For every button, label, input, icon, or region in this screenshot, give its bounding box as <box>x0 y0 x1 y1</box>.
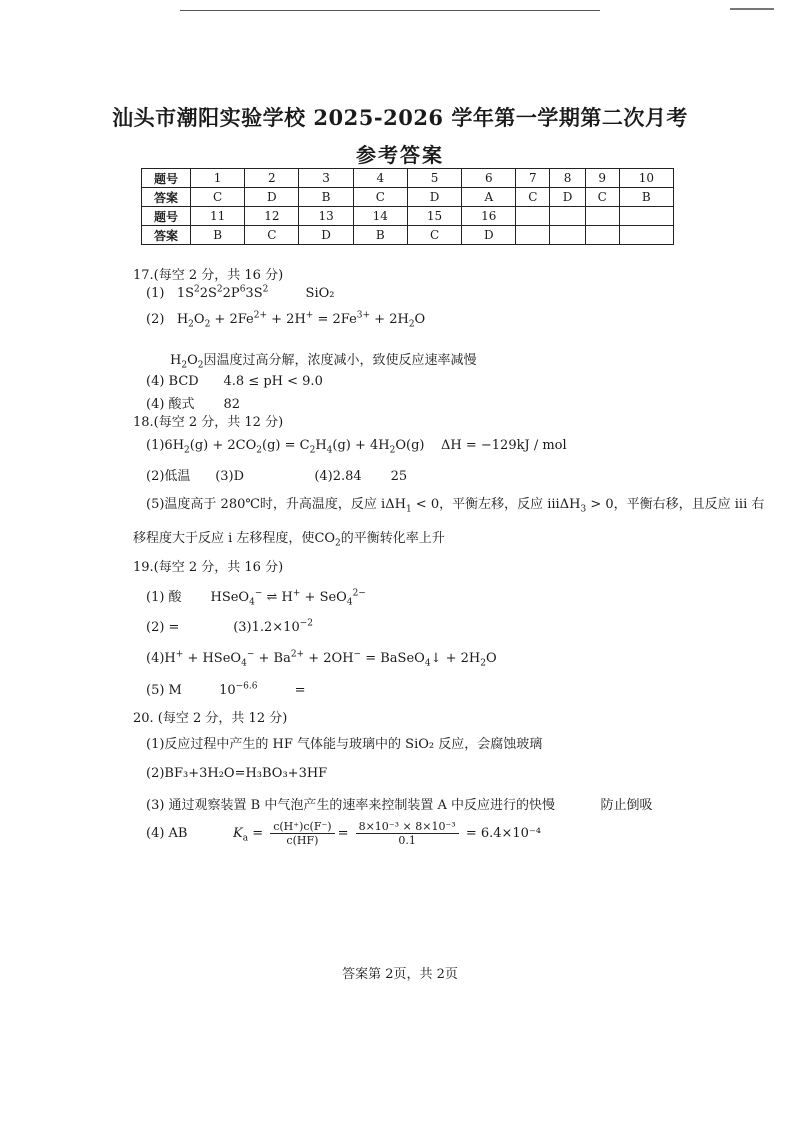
table-cell: 11 <box>191 207 245 226</box>
ka-numerator-values: 8×10⁻³ × 8×10⁻³ <box>356 820 459 834</box>
q17-part1-answer: SiO₂ <box>305 286 335 301</box>
q18-part1: $(1)6H_2(g) + 2CO_2(g) = C_2H_4(g) + 4H_2O(g)$ ΔH = −129kJ / mol <box>146 438 567 456</box>
table-cell: 1 <box>191 169 245 188</box>
q20-part1: (1)反应过程中产生的 HF 气体能与玻璃中的 SiO₂ 反应，会腐蚀玻璃 <box>146 737 543 752</box>
q19-part5-exp: −6.6 <box>235 681 258 692</box>
table-cell: 12 <box>245 207 299 226</box>
q17-part1: (1) $1S^22S^22P^63S^2$ SiO₂ <box>146 284 335 301</box>
table-cell: 8 <box>550 169 585 188</box>
table-cell: 7 <box>516 169 550 188</box>
table-cell <box>516 226 550 245</box>
q19-header: 19.(每空 2 分，共 16 分) <box>133 560 284 575</box>
q17-part4-range: 4.8 ≤ pH < 9.0 <box>223 374 323 389</box>
table-cell: 13 <box>299 207 353 226</box>
q19-part3: (3)1.2×10 <box>233 620 300 635</box>
table-cell: B <box>299 188 353 207</box>
q18-part4b: 25 <box>390 469 408 484</box>
q18-part4: (4)2.84 <box>314 469 362 484</box>
q18-part1-dh: ΔH = −129kJ / mol <box>441 438 567 453</box>
ka-denominator: c(HF) <box>286 834 319 847</box>
table-cell: C <box>516 188 550 207</box>
table-cell: 2 <box>245 169 299 188</box>
table-cell <box>516 207 550 226</box>
q19-part1-label: (1) 酸 <box>146 590 182 605</box>
q18-part5-c: ，平衡右移，且反应 iii 右 <box>613 497 765 512</box>
table-cell <box>550 207 585 226</box>
table-cell: C <box>245 226 299 245</box>
top-mark <box>730 8 774 10</box>
q20-part4: (4) AB $K_a$ = $\frac{c(H^+)c(F^-)}{c(HF)}$ = $\frac{\text{8×10⁻³ × 8×10⁻³}}{0.1}$ = 6.4×10⁻⁴ <box>146 820 542 847</box>
q19-part5-label: (5) M <box>146 683 182 698</box>
page-subtitle: 参考答案 <box>356 143 444 167</box>
q20-part3 <box>146 794 653 813</box>
q18-part5-a: (5)温度高于 280℃时，升高温度，反应 i <box>146 497 386 512</box>
q19-part5-eq: = <box>294 683 306 698</box>
q17-part2-label: (2) <box>146 312 165 327</box>
table-row-numbers-2 <box>142 207 674 226</box>
table-cell <box>585 226 619 245</box>
q17-part5-value: 82 <box>223 397 241 412</box>
q17-part5-label: (4) 酸式 <box>146 397 195 412</box>
q20-part2: (2)BF₃+3H₂O=H₃BO₃+3HF <box>146 766 328 781</box>
table-cell: 6 <box>462 169 516 188</box>
q17-part5 <box>146 393 240 412</box>
q19-part1: (1) 酸 HSeO$_4$− ⇌ H+ + SeO$_4^{2-}$ <box>146 588 366 608</box>
ka-fraction-symbolic <box>270 820 334 847</box>
table-cell <box>585 207 619 226</box>
q18-part5-cont: 移程度大于反应 i 左移程度，使$CO_2$的平衡转化率上升 <box>133 531 445 549</box>
table-cell: B <box>191 226 245 245</box>
table-cell: 14 <box>353 207 407 226</box>
table-cell: A <box>462 188 516 207</box>
row-label: 题号 <box>142 207 191 226</box>
q18-part1-label: (1) <box>146 438 165 453</box>
table-cell: D <box>245 188 299 207</box>
q19-part5 <box>146 683 306 698</box>
q19-part4: (4)H+ + HSeO$_4$− + $Ba^{2+} + 2OH^-$ = BaSeO$_4$↓ + $2H_2O$ <box>146 649 497 669</box>
table-row-numbers-1 <box>142 169 674 188</box>
table-cell: 4 <box>353 169 407 188</box>
ka-denominator-values: 0.1 <box>398 834 416 847</box>
q18-part5-cont-a: 移程度大于反应 i 左移程度，使 <box>133 531 315 546</box>
table-cell: D <box>462 226 516 245</box>
table-cell: D <box>550 188 585 207</box>
table-cell: C <box>407 226 461 245</box>
q19-part2: (2) = <box>146 620 180 635</box>
q18-part5: (5)温度高于 280℃时，升高温度，反应 iΔH$_1$ < 0，平衡左移，反应 iiiΔH$_3$ > 0，平衡右移，且反应 iii 右 <box>146 497 765 515</box>
table-cell: 5 <box>407 169 461 188</box>
ka-numerator: c(H⁺)c(F⁻) <box>270 820 334 834</box>
q20-header: 20. (每空 2 分，共 12 分) <box>133 711 288 726</box>
q20-part3-b: 防止倒吸 <box>600 798 653 813</box>
table-cell: B <box>353 226 407 245</box>
table-cell <box>619 226 673 245</box>
q18-header: 18.(每空 2 分，共 12 分) <box>133 415 284 430</box>
q17-header: 17.(每空 2 分，共 16 分) <box>133 268 284 283</box>
page-footer: 答案第 2页，共 2页 <box>342 967 458 982</box>
table-cell: 16 <box>462 207 516 226</box>
q17-part4-label: (4) BCD <box>146 374 199 389</box>
top-rule <box>180 10 600 11</box>
q17-part4 <box>146 374 323 389</box>
q18-part2: (2)低温 <box>146 469 191 484</box>
table-cell: 10 <box>619 169 673 188</box>
row-label: 题号 <box>142 169 191 188</box>
answer-table <box>141 168 674 245</box>
table-row-answers-1 <box>142 188 674 207</box>
table-cell: 3 <box>299 169 353 188</box>
q18-part5-b: ，平衡左移，反应 iii <box>439 497 560 512</box>
q19-part5-val: 10 <box>219 683 236 698</box>
q20-part3-text: (3) 通过观察装置 B 中气泡产生的速率来控制装置 A 中反应进行的快慢 <box>146 798 556 813</box>
q18-part5-cont-b: 的平衡转化率上升 <box>340 531 445 546</box>
table-cell: 15 <box>407 207 461 226</box>
q17-part3-text: 因温度过高分解，浓度减小，致使反应速率减慢 <box>203 353 477 368</box>
q19-parts2-3 <box>146 620 313 635</box>
q20-part4-label: (4) AB <box>146 826 188 841</box>
q17-part1-label: (1) <box>146 286 165 301</box>
table-cell: C <box>353 188 407 207</box>
q19-part4-label: (4) <box>146 651 165 666</box>
ka-result: = 6.4×10⁻⁴ <box>465 826 542 841</box>
q19-part3-exp: −2 <box>299 618 313 629</box>
table-cell: C <box>191 188 245 207</box>
q17-part2: (2) $H_2O_2 + 2Fe^{2+} + 2H^+ = 2Fe^{3+} + 2H_2O$ <box>146 310 426 330</box>
table-cell: 9 <box>585 169 619 188</box>
table-cell <box>619 207 673 226</box>
row-label: 答案 <box>142 226 191 245</box>
q17-part3: $H_2O_2$因温度过高分解，浓度减小，致使反应速率减慢 <box>170 353 477 371</box>
table-cell: D <box>299 226 353 245</box>
row-label: 答案 <box>142 188 191 207</box>
table-cell: C <box>585 188 619 207</box>
page-title: 汕头市潮阳实验学校 2025-2026 学年第一学期第二次月考 <box>112 105 688 130</box>
q18-part3: (3)D <box>215 469 245 484</box>
table-cell: D <box>407 188 461 207</box>
ka-fraction-values <box>356 820 459 847</box>
table-cell: B <box>619 188 673 207</box>
table-cell <box>550 226 585 245</box>
table-row-answers-2 <box>142 226 674 245</box>
q18-parts2-4 <box>146 465 407 484</box>
